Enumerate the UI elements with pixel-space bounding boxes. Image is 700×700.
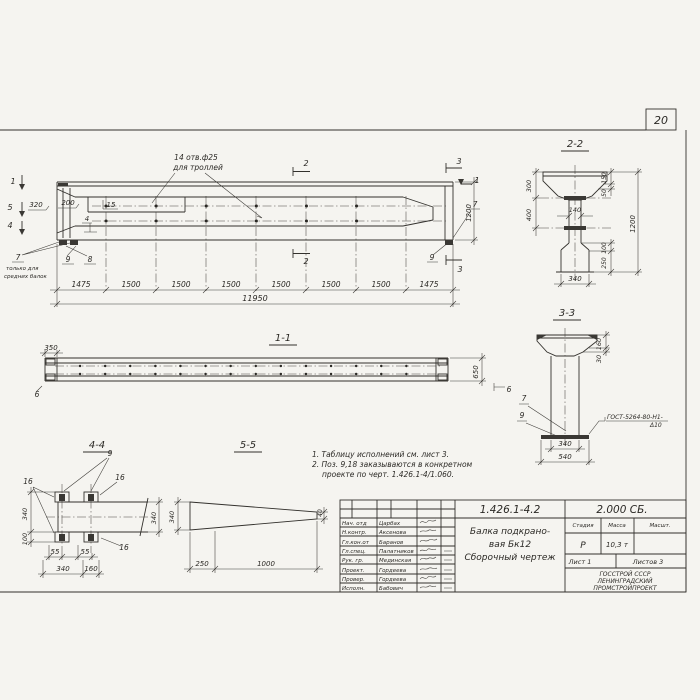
section-4-4-dim-lines xyxy=(27,458,163,578)
stamp-role-2: Н.контр. xyxy=(342,530,367,536)
stage-column-header: Стадия xyxy=(572,523,594,529)
dim-2-2-100: 100 xyxy=(601,242,608,254)
section-marker-arrows xyxy=(19,179,464,235)
title-block xyxy=(340,500,686,592)
section-5-5-view xyxy=(168,440,328,573)
section-1-1-view xyxy=(35,333,512,399)
section-5-5-outline xyxy=(190,502,317,530)
stamp-name-6: Гордеева xyxy=(379,568,407,574)
dim-3-3-30: 30 xyxy=(595,354,603,364)
stamp-role-4: Гл.спец. xyxy=(342,549,366,555)
grid-lines xyxy=(106,196,406,291)
stamp-name-3: Баранов xyxy=(379,540,404,546)
org-line-1: ГОССТРОЙ СССР xyxy=(599,571,651,578)
dim-2-2-250: 250 xyxy=(601,257,608,269)
pos-3-3-7: 7 xyxy=(521,394,527,403)
section-2-2-title: 2-2 xyxy=(566,139,584,150)
stamp-role-6: Проект. xyxy=(342,568,365,574)
corner-block-3 xyxy=(438,359,447,365)
dim-200: 200 xyxy=(61,199,75,207)
dim-650: 650 xyxy=(472,365,480,379)
dim-4-4-340: 340 xyxy=(56,565,70,573)
pos-6-left: 6 xyxy=(34,390,40,399)
org-line-3: ПРОМСТРОЙПРОЕКТ xyxy=(593,585,657,592)
section-1-1-dim-lines xyxy=(36,350,505,392)
dim-2-2-340: 340 xyxy=(568,275,582,283)
base-plate xyxy=(541,435,589,439)
hole-axis-lines xyxy=(92,206,446,221)
doc-code: 2.000 СБ. xyxy=(596,504,648,516)
dim-4-4-left-340: 340 xyxy=(21,507,29,521)
dim-5-5-40: 40 xyxy=(317,509,324,517)
marker-1-right: 1 xyxy=(474,176,480,185)
note-line-2: 2. Поз. 9,18 заказываются в конкретном xyxy=(312,460,473,469)
corner-block-1 xyxy=(46,359,55,365)
sheet-frame xyxy=(0,109,686,592)
section-3-3-dim-lines xyxy=(517,331,668,465)
dim-3-3-340: 340 xyxy=(558,440,572,448)
left-note-line1: только для xyxy=(6,266,39,272)
dim-5-5-1000: 1000 xyxy=(257,560,275,568)
mass-column-header: Масса xyxy=(608,523,626,529)
dim-2-2-300: 300 xyxy=(525,179,533,193)
notes-block xyxy=(312,450,473,479)
dim-350: 350 xyxy=(44,344,58,352)
dim-4-4-55a: 55 xyxy=(50,548,60,556)
dim-2-2-150: 150 xyxy=(601,172,608,184)
sheets-label: Листов 3 xyxy=(632,558,664,566)
marker-5-left: 5 xyxy=(7,203,13,212)
drawing-title-line2: вая Бк12 xyxy=(488,540,532,550)
position-leaders xyxy=(12,200,480,264)
end-plate-mark xyxy=(58,183,68,186)
cut-band-upper xyxy=(564,196,586,200)
section-2-2-dim-lines xyxy=(532,168,642,287)
dim-seg-3: 1500 xyxy=(171,280,191,289)
marker-2-bottom: 2 xyxy=(303,257,309,266)
marker-2-top: 2 xyxy=(303,159,309,168)
pos-7-left: 7 xyxy=(15,253,21,262)
beam-outline xyxy=(57,182,453,240)
bearing-pad-left-2 xyxy=(70,240,78,245)
section-4-4-title: 4-4 xyxy=(88,440,106,451)
dim-4-4-right-340: 340 xyxy=(150,511,158,525)
dim-seg-4: 1500 xyxy=(221,280,241,289)
section-1-1-title: 1-1 xyxy=(274,333,292,344)
stamp-role-3: Гл.кон.от xyxy=(342,540,369,546)
section-4-4-view xyxy=(21,440,163,578)
left-note-line2: средних балок xyxy=(4,274,47,280)
pos-4-4-9: 9 xyxy=(107,449,113,458)
dim-4-4-160: 160 xyxy=(84,565,98,573)
dim-3-3-160: 160 xyxy=(595,337,603,351)
section-5-5-title: 5-5 xyxy=(239,440,257,451)
dim-320: 320 xyxy=(29,201,43,209)
pos-3-3-9: 9 xyxy=(519,411,525,420)
dim-2-2-50: 50 xyxy=(601,189,608,197)
pos-7-right: 7 xyxy=(472,200,478,209)
section-3-3-outline xyxy=(537,335,597,435)
dim-4-4-55b: 55 xyxy=(80,548,90,556)
stage-value: Р xyxy=(580,541,586,551)
section-4-4-outline xyxy=(58,498,148,536)
scale-column-header: Масшт. xyxy=(649,523,671,529)
weld-note-line1: ГОСТ-5264-80-Н1- xyxy=(607,414,663,421)
section-3-3-view xyxy=(517,308,668,465)
section-3-3-title: 3-3 xyxy=(558,308,576,319)
dim-seg-7: 1500 xyxy=(371,280,391,289)
drawing-title-line3: Сборочный чертеж xyxy=(464,553,556,563)
pos-8: 8 xyxy=(87,255,93,264)
stamp-name-7: Гордеева xyxy=(379,577,407,583)
section-1-1-outline xyxy=(45,358,448,381)
pos-16-right: 16 xyxy=(115,473,125,482)
section-2-2-view xyxy=(525,139,642,287)
main-elevation-view xyxy=(4,153,480,307)
doc-number: 1.426.1-4.2 xyxy=(479,504,541,516)
dim-total: 11950 xyxy=(242,294,268,303)
stamp-name-4: Палатников xyxy=(379,549,414,555)
page-number: 20 xyxy=(654,114,668,127)
dim-3-3-540: 540 xyxy=(558,453,572,461)
dim-5-5-250: 250 xyxy=(195,560,209,568)
corner-block-4 xyxy=(438,374,447,380)
dim-seg-2: 1500 xyxy=(121,280,141,289)
org-line-2: ЛЕНИНГРАДСКИЙ xyxy=(597,578,653,585)
dim-2-2-140: 140 xyxy=(568,206,582,214)
holes-callout-line1: 14 отв.ф25 xyxy=(174,153,218,162)
marker-4-left: 4 xyxy=(7,221,13,230)
pos-6-right: 6 xyxy=(506,385,512,394)
stamp-name-8: Бабович xyxy=(379,586,403,592)
dim-2-2-400: 400 xyxy=(525,208,533,222)
pos-9-right: 9 xyxy=(429,253,435,262)
pos-4: 4 xyxy=(84,215,90,223)
signature-marks xyxy=(420,520,452,588)
dim-seg-5: 1500 xyxy=(271,280,291,289)
weld-note-line2: Δ10 xyxy=(650,422,662,429)
stamp-role-8: Исполн. xyxy=(342,586,365,592)
cut-band-lower xyxy=(564,226,586,230)
dim-5-5-340: 340 xyxy=(168,510,176,524)
marker-1-left: 1 xyxy=(10,177,16,186)
flange-chamfer-marks xyxy=(537,335,597,340)
dim-seg-6: 1500 xyxy=(321,280,341,289)
stamp-role-1: Нач. отд xyxy=(342,521,367,527)
dim-seg-8: 1475 xyxy=(419,280,439,289)
mass-value: 10,3 т xyxy=(606,541,628,549)
note-line-1: 1. Таблицу исполнений см. лист 3. xyxy=(312,450,450,459)
corner-block-2 xyxy=(46,374,55,380)
stamp-name-5: Мединская xyxy=(379,558,412,564)
dim-1200: 1200 xyxy=(465,204,473,222)
sheet-label: Лист 1 xyxy=(568,558,592,566)
dim-4-4-left-100: 100 xyxy=(21,532,29,546)
dim-seg-1: 1475 xyxy=(71,280,91,289)
dim-2-2-1200: 1200 xyxy=(629,215,637,233)
section-1-1-axis xyxy=(55,366,440,374)
marker-3-bottom: 3 xyxy=(457,265,463,274)
drawing-title-line1: Балка подкрано- xyxy=(469,527,551,537)
callout-leaders xyxy=(152,173,262,218)
pos-9-left: 9 xyxy=(65,255,71,264)
pos-16-bottom: 16 xyxy=(119,543,129,552)
stamp-name-1: Царбах xyxy=(379,521,401,527)
pos-15: 15 xyxy=(106,201,116,209)
holes-callout-line2: для троллей xyxy=(173,163,223,172)
stamp-name-2: Аксенова xyxy=(379,530,407,536)
note-line-3: проекте по черт. 1.426.1-4/1.060. xyxy=(322,470,455,479)
stamp-role-7: Провер. xyxy=(342,577,365,583)
marker-3-top: 3 xyxy=(456,157,462,166)
bolt-marks xyxy=(59,494,94,541)
pos-16-left: 16 xyxy=(23,477,33,486)
stamp-role-5: Рук. гр. xyxy=(342,558,364,564)
